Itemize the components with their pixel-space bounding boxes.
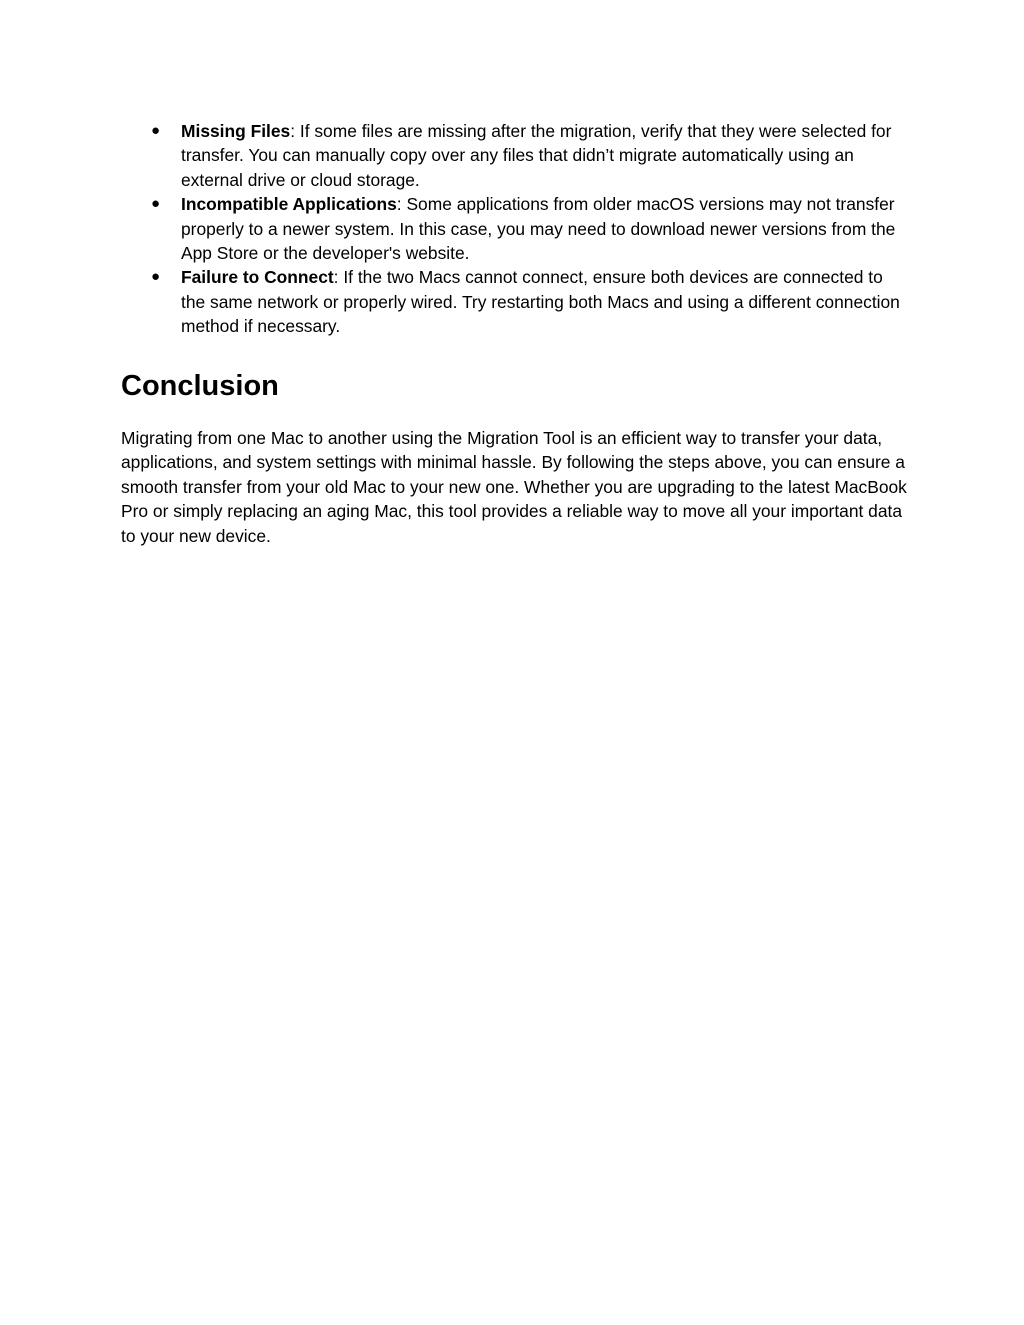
troubleshooting-list [121,119,911,339]
list-item-incompatible-applications [121,192,911,265]
bullet-icon: ● [151,195,161,213]
list-item-text: : If some files are missing after the migration, verify that they were selected for transfer. You can manually copy over any files that didn’t migrate automatically using an external drive or cloud storage. [181,121,892,190]
section-heading-conclusion: Conclusion [121,370,279,402]
list-item-term: Missing Files [181,121,291,141]
list-item-text: : If the two Macs cannot connect, ensure both devices are connected to the same network or properly wired. Try restarting both Macs and using a different connection method if necessary. [181,267,900,337]
list-item-term: Failure to Connect [181,267,334,288]
bullet-icon: ● [151,122,161,139]
list-item-term: Incompatible Applications [181,194,397,215]
list-item-failure-to-connect [121,265,911,338]
bullet-icon: ● [151,268,161,286]
list-item-missing-files [121,119,911,192]
list-item-text: : Some applications from older macOS versions may not transfer properly to a newer system. In this case, you may need to download newer versions from the App Store or the developer's website. [181,194,896,264]
conclusion-paragraph: Migrating from one Mac to another using the Migration Tool is an efficient way to transfer your data, applications, and system settings with minimal hassle. By following the steps above, you can ensure a smooth transfer from your old Mac to your new one. Whether you are upgrading to the latest MacBook Pro or simply replacing an aging Mac, this tool provides a reliable way to move all your important data to your new device. [121,428,907,546]
